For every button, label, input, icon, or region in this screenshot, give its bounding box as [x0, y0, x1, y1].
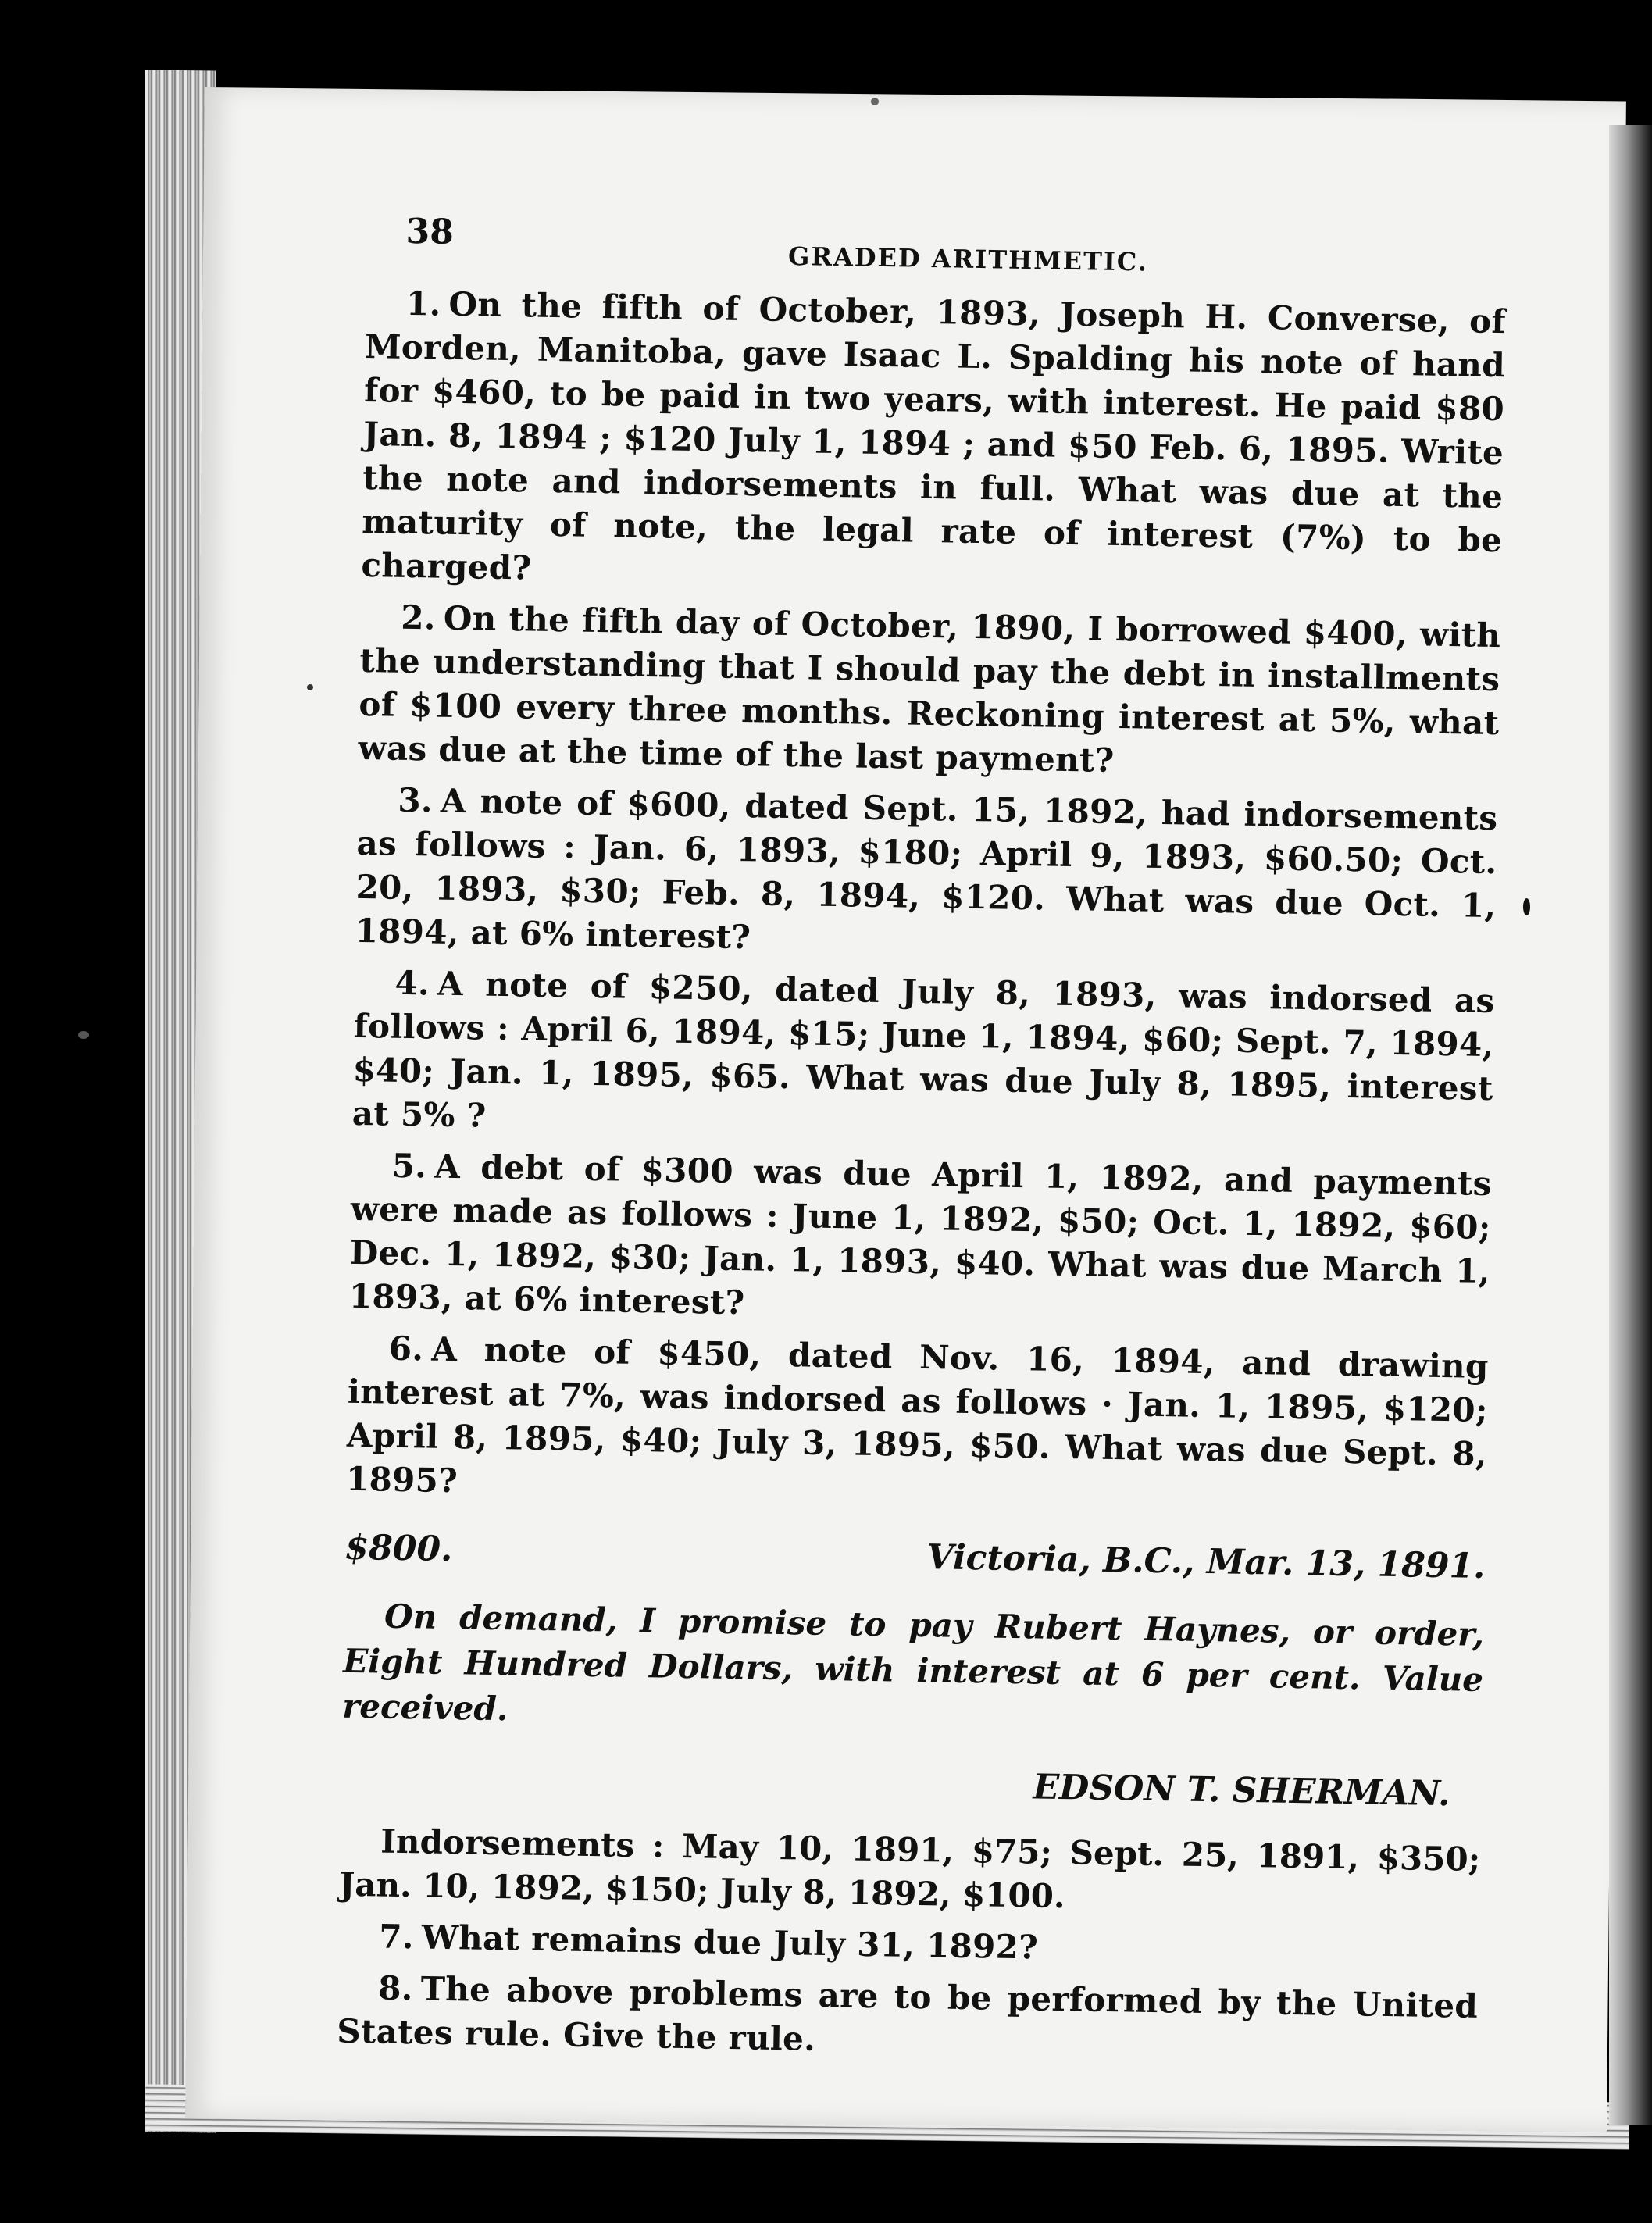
page-number: 38: [405, 211, 455, 252]
promissory-note: [341, 1525, 1486, 1814]
problem-3: [355, 778, 1498, 972]
speck: [871, 98, 879, 105]
note-amount: $800.: [344, 1527, 453, 1570]
problem-7: [338, 1914, 1479, 1977]
problem-number: 2.: [400, 598, 437, 637]
problem-number: 6.: [388, 1329, 424, 1368]
note-header: [344, 1525, 1486, 1590]
problem-text: A note of $250, dated July 8, 1893, was indorsed as follows : April 6, 1894, $15; June 1, 1894, $60; Sept. 7, 1894, $40; Jan. 1, 1895, $65. What was due July 8, 1895, interest at 5% ?: [351, 964, 1495, 1135]
indorsements: Indorsements : May 10, 1891, $75; Sept. 25, 1891, $350; Jan. 10, 1892, $150; July 8, 1892, $100.: [339, 1822, 1481, 1916]
problem-text: On the fifth of October, 1893, Joseph H. Converse, of Morden, Manitoba, gave Isaac L. Spalding his note of hand for $460, to be paid in two years, with interest. He paid $80 Jan. 8, 1894 ; $120 July 1, 1894 ; and $50 Feb. 6, 1895. Write the note and indorsements in full. What was due at the maturity of note, the legal rate of interest (7%) to be charged?: [361, 284, 1507, 587]
speck: [1523, 898, 1530, 915]
problem-text: A debt of $300 was due April 1, 1892, and payments were made as follows : June 1, 1892, $50; Oct. 1, 1892, $60; Dec. 1, 1892, $30; Jan. 1, 1893, $40. What was due March 1, 1893, at 6% interest?: [348, 1147, 1492, 1322]
page-curl-shadow: [1609, 125, 1652, 2125]
problem-text: A note of $600, dated Sept. 15, 1892, had indorsements as follows : Jan. 6, 1893, $180; April 9, 1893, $60.50; Oct. 20, 1893, $30; Feb. 8, 1894, $120. What was due Oct. 1, 1894, at 6% interest?: [355, 781, 1498, 957]
problem-text: A note of $450, dated Nov. 16, 1894, and drawing interest at 7%, was indorsed as follows · Jan. 1, 1895, $120; April 8, 1895, $40; July 3, 1895, $50. What was due Sept. 8, 1895?: [345, 1329, 1490, 1500]
problem-number: 5.: [391, 1146, 427, 1186]
problem-number: 8.: [377, 1968, 414, 2008]
problem-2: [358, 595, 1501, 789]
speck: [78, 1031, 89, 1039]
problem-number: 1.: [405, 284, 441, 323]
problem-number: 4.: [394, 963, 430, 1003]
problem-6: [346, 1326, 1490, 1520]
problem-1: [361, 281, 1506, 606]
problem-number: 3.: [398, 780, 434, 820]
note-body: On demand, I promise to pay Rubert Haynes, or order, Eight Hundred Dollars, with interest at 6 per cent. Value received.: [341, 1597, 1485, 1729]
note-signature: EDSON T. SHERMAN.: [1033, 1767, 1451, 1814]
problem-text: The above problems are to be performed by the United States rule. Give the rule.: [336, 1969, 1479, 2058]
speck: [307, 684, 313, 690]
problem-8: [337, 1966, 1479, 2072]
running-title: GRADED ARITHMETIC.: [787, 241, 1149, 277]
note-place-date: Victoria, B.C., Mar. 13, 1891.: [926, 1537, 1486, 1586]
problem-4: [351, 961, 1495, 1154]
problem-5: [348, 1144, 1492, 1337]
page-content: [337, 211, 1507, 2080]
problem-text: On the fifth day of October, 1890, I borrowed $400, with the understanding that I should pay the debt in installments of $100 every three months. Reckoning interest at 5%, what was due at the time of the last payment?: [358, 598, 1501, 780]
problem-number: 7.: [378, 1917, 415, 1957]
problem-text: What remains due July 31, 1892?: [421, 1918, 1039, 1967]
